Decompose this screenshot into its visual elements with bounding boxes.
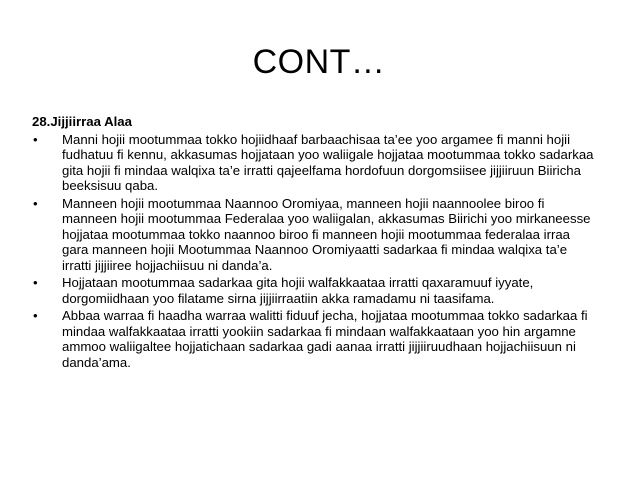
slide-body	[32, 114, 598, 372]
bullet-point-icon: •	[33, 195, 38, 211]
section-heading: 28.Jijjiirraa Alaa	[32, 114, 132, 129]
bullet-point-icon: •	[33, 308, 38, 323]
bullet-text: Manneen hojii mootummaa Naannoo Oromiyaa, manneen hojii naannoolee biroo fi manneen hojii mootummaa Federalaa yoo waliigalan, akkasumas Biirichi yoo mirkaneesse hojjataa mootummaa tokko naannoo biroo fi manneen hojii mootummaa federalaa irraa gara manneen hojii Mootummaa Naannoo Oromiyaatti sadarkaa fi mindaa walqixa ta’e irratti jijjiiree hojjachiisuu ni danda’a.	[62, 195, 591, 273]
slide-title: CONT…	[252, 43, 386, 81]
bullet-point-icon: •	[33, 275, 38, 290]
bullet-item	[32, 132, 598, 194]
bullet-list	[32, 132, 598, 371]
bullet-text: Hojjataan mootummaa sadarkaa gita hojii walfakkaataa irratti qaxaramuuf iyyate, dorgomiidhaan yoo filatame sirna jijjiirraatiin akka ramadamu ni taasifama.	[62, 275, 534, 306]
bullet-item	[32, 308, 598, 370]
bullet-text: Abbaa warraa fi haadha warraa walitti fiduuf jecha, hojjataa mootummaa tokko sadarkaa fi mindaa walfakkaataa irratti yookiin sadarkaa fi mindaan walfakkaataan yoo hin argamne ammoo waliigaltee hojjatichaan sadarkaa gadi aanaa irratti jijjiiruudhaan hojjachiisuun ni danda’ama.	[62, 308, 588, 370]
bullet-text: Manni hojii mootummaa tokko hojiidhaaf barbaachisaa ta’ee yoo argamee fi manni hojii fudhatuu fi kennu, akkasumas hojjataan yoo waliigale hojjataa mootummaa tokko sadarkaa gita hojii fi mindaa walqixa ta’e irratti qajeelfama hordofuun dorgomsiisee jijjiiruun Biiricha beeksisuu qaba.	[62, 131, 594, 193]
bullet-item	[32, 275, 598, 306]
bullet-point-icon: •	[33, 131, 38, 147]
bullet-item	[32, 196, 598, 274]
